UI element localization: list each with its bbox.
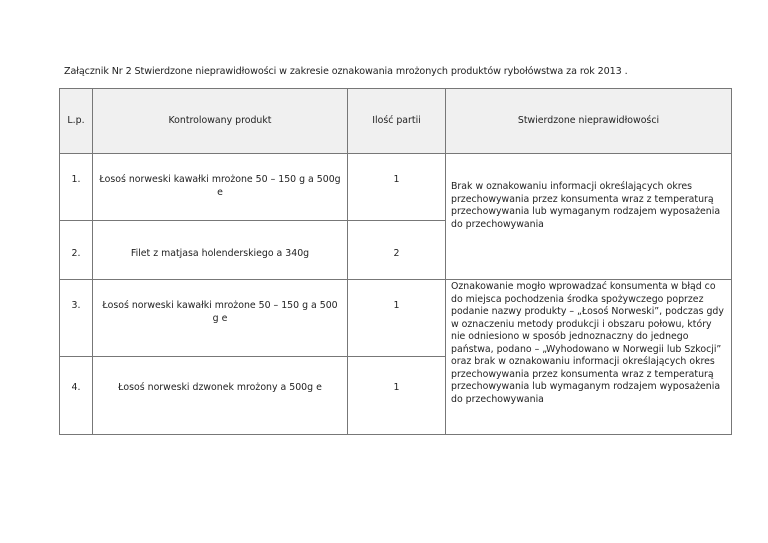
cell-product: Łosoś norweski dzwonek mrożony a 500g e (93, 357, 348, 435)
cell-quantity: 1 (348, 154, 446, 221)
table-header-row (60, 89, 732, 154)
cell-product: Łosoś norweski kawałki mrożone 50 – 150 g a 500g e (93, 154, 348, 221)
cell-lp: 4. (60, 357, 93, 435)
table-row (60, 280, 732, 357)
cell-quantity: 1 (348, 280, 446, 357)
cell-lp: 1. (60, 154, 93, 221)
cell-irregularity: Oznakowanie mogło wprowadzać konsumenta w błąd co do miejsca pochodzenia środka spożywczego poprzez podanie nazwy produkty – „Łosoś Norweski”, podczas gdy w oznaczeniu metody produkcji i obszaru połowu, który nie odniesiono w sposób jednoznaczny do jednego państwa, podano – „Wyhodowano w Norwegii lub Szkocji” oraz brak w oznakowaniu informacji określających okres przechowywania przez konsumenta wraz z temperaturą przechowywania lub wymaganym rodzajem wyposażenia do przechowywania (446, 280, 732, 435)
irregularities-table (59, 88, 732, 435)
cell-product: Filet z matjasa holenderskiego a 340g (93, 221, 348, 280)
cell-quantity: 2 (348, 221, 446, 280)
header-lp: L.p. (60, 89, 93, 154)
table-row (60, 154, 732, 221)
header-irregularities: Stwierdzone nieprawidłowości (446, 89, 732, 154)
cell-product: Łosoś norweski kawałki mrożone 50 – 150 g a 500 g e (93, 280, 348, 357)
document-caption: Załącznik Nr 2 Stwierdzone nieprawidłowości w zakresie oznakowania mrożonych produktów rybołówstwa za rok 2013 . (64, 66, 628, 77)
cell-quantity: 1 (348, 357, 446, 435)
cell-lp: 2. (60, 221, 93, 280)
cell-irregularity: Brak w oznakowaniu informacji określających okres przechowywania przez konsumenta wraz z temperaturą przechowywania lub wymaganym rodzajem wyposażenia do przechowywania (446, 154, 732, 280)
header-product: Kontrolowany produkt (93, 89, 348, 154)
header-quantity: Ilość partii (348, 89, 446, 154)
cell-lp: 3. (60, 280, 93, 357)
